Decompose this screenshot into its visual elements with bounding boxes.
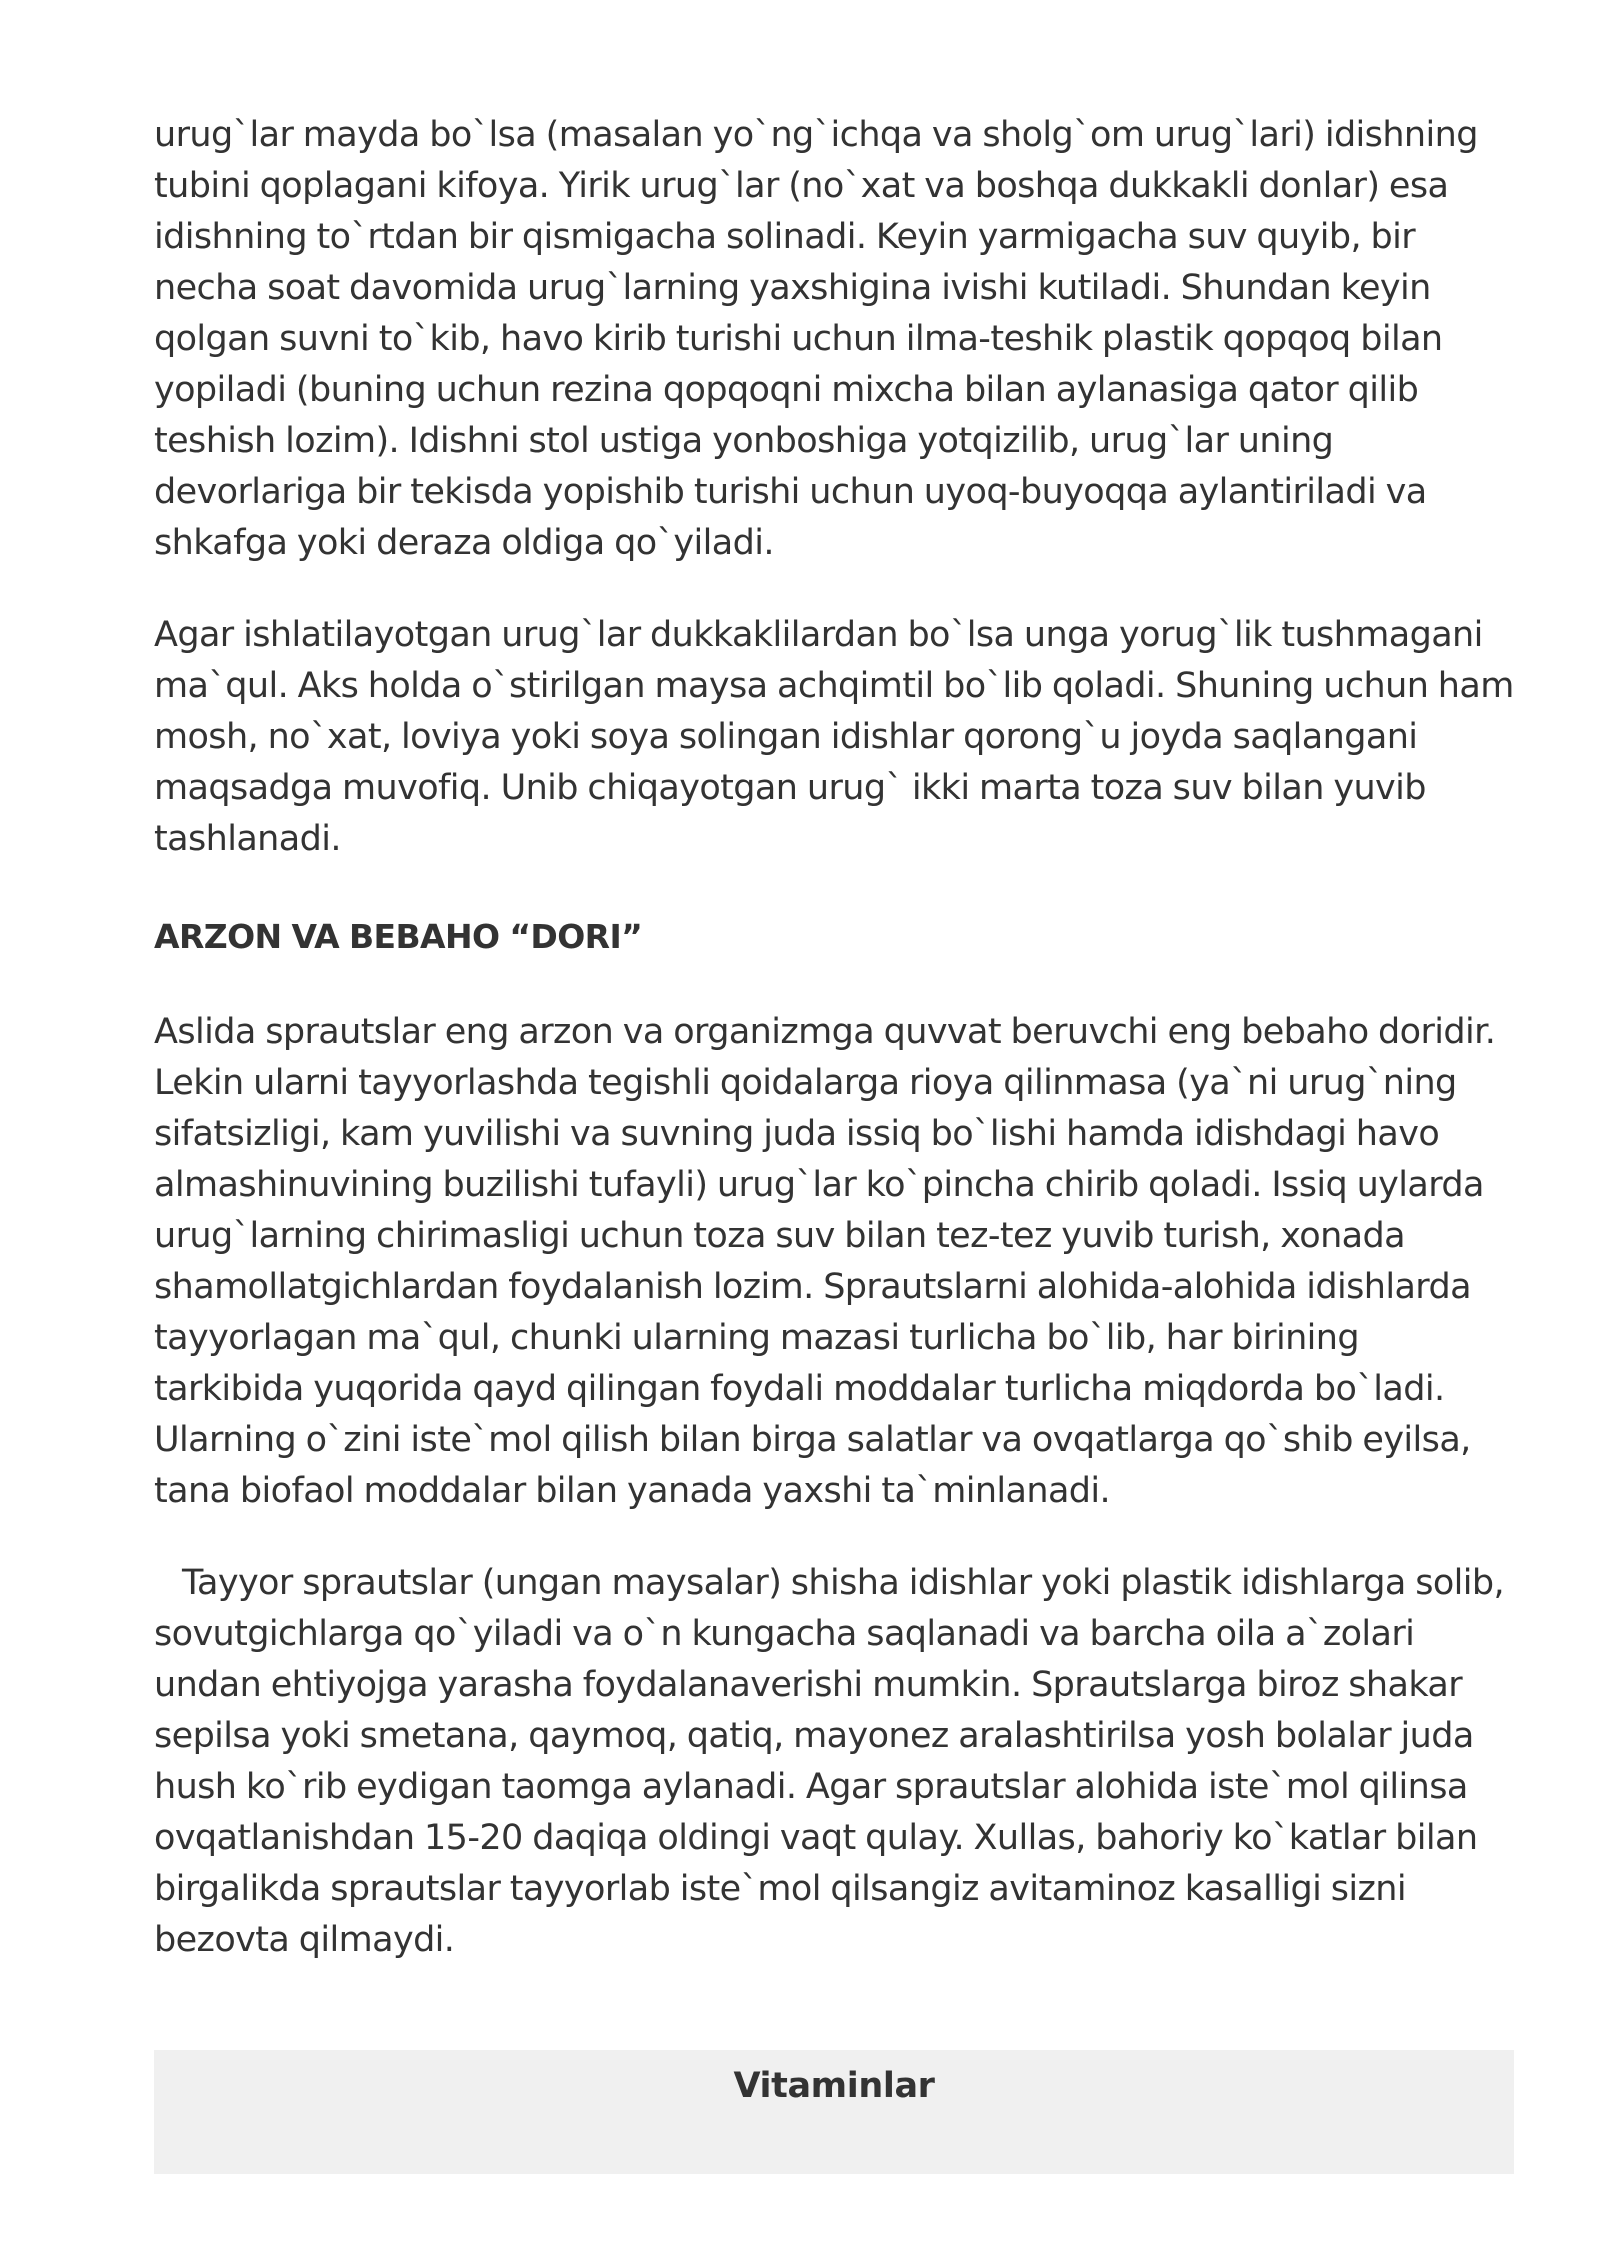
vitamins-table-title: Vitaminlar <box>733 2066 935 2106</box>
article-body <box>154 110 1514 1966</box>
section-heading: ARZON VA BEBAHO “DORI” <box>154 917 643 956</box>
paragraph-4: Tayyor sprautslar (ungan maysalar) shisha idishlar yoki plastik idishlarga solib, sovutgichlarga qo`yiladi va o`n kungacha saqlanadi va barcha oila a`zolari undan ehtiyojga yarasha foydalanaverishi mumkin. Sprautslarga biroz shakar sepilsa yoki smetana, qaymoq, qatiq, mayonez aralashtirilsa yosh bolalar juda hush ko`rib eydigan taomga aylanadi. Agar sprautslar alohida iste`mol qilinsa ovqatlanishdan 15-20 daqiqa oldingi vaqt qulay. Xullas, bahoriy ko`katlar bilan birgalikda sprautslar tayyorlab iste`mol qilsangiz avitaminoz kasalligi sizni bezovta qilmaydi. <box>154 1563 1505 1960</box>
vitamins-table-header <box>154 2050 1514 2174</box>
paragraph-3: Aslida sprautslar eng arzon va organizmga quvvat beruvchi eng bebaho doridir. Lekin ularni tayyorlashda tegishli qoidalarga rioya qilinmasa (ya`ni urug`ning sifatsizligi, kam yuvilishi va suvning juda issiq bo`lishi hamda idishdagi havo almashinuvining buzilishi tufayli) urug`lar ko`pincha chirib qoladi. Issiq uylarda urug`larning chirimasligi uchun toza suv bilan tez-tez yuvib turish, xonada shamollatgichlardan foydalanish lozim. Sprautslarni alohida-alohida idishlarda tayyorlagan ma`qul, chunki ularning mazasi turlicha bo`lib, har birining tarkibida yuqorida qayd qilingan foydali moddalar turlicha miqdorda bo`ladi. Ularning o`zini iste`mol qilish bilan birga salatlar va ovqatlarga qo`shib eyilsa, tana biofaol moddalar bilan yanada yaxshi ta`minlanadi. <box>154 1012 1496 1511</box>
paragraph-1: urug`lar mayda bo`lsa (masalan yo`ng`ichqa va sholg`om urug`lari) idishning tubini qoplagani kifoya. Yirik urug`lar (no`xat va boshqa dukkakli donlar) esa idishning to`rtdan bir qismigacha solinadi. Keyin yarmigacha suv quyib, bir necha soat davomida urug`larning yaxshigina ivishi kutiladi. Shundan keyin qolgan suvni to`kib, havo kirib turishi uchun ilma-teshik plastik qopqoq bilan yopiladi (buning uchun rezina qopqoqni mixcha bilan aylanasiga qator qilib teshish lozim). Idishni stol ustiga yonboshiga yotqizilib, urug`lar uning devorlariga bir tekisda yopishib turishi uchun uyoq-buyoqqa aylantiriladi va shkafga yoki deraza oldiga qo`yiladi. <box>154 115 1478 563</box>
paragraph-2: Agar ishlatilayotgan urug`lar dukkaklilardan bo`lsa unga yorug`lik tushmagani ma`qul. Aks holda o`stirilgan maysa achqimtil bo`lib qoladi. Shuning uchun ham mosh, no`xat, loviya yoki soya solingan idishlar qorong`u joyda saqlangani maqsadga muvofiq. Unib chiqayotgan urug` ikki marta toza suv bilan yuvib tashlanadi. <box>154 615 1514 859</box>
